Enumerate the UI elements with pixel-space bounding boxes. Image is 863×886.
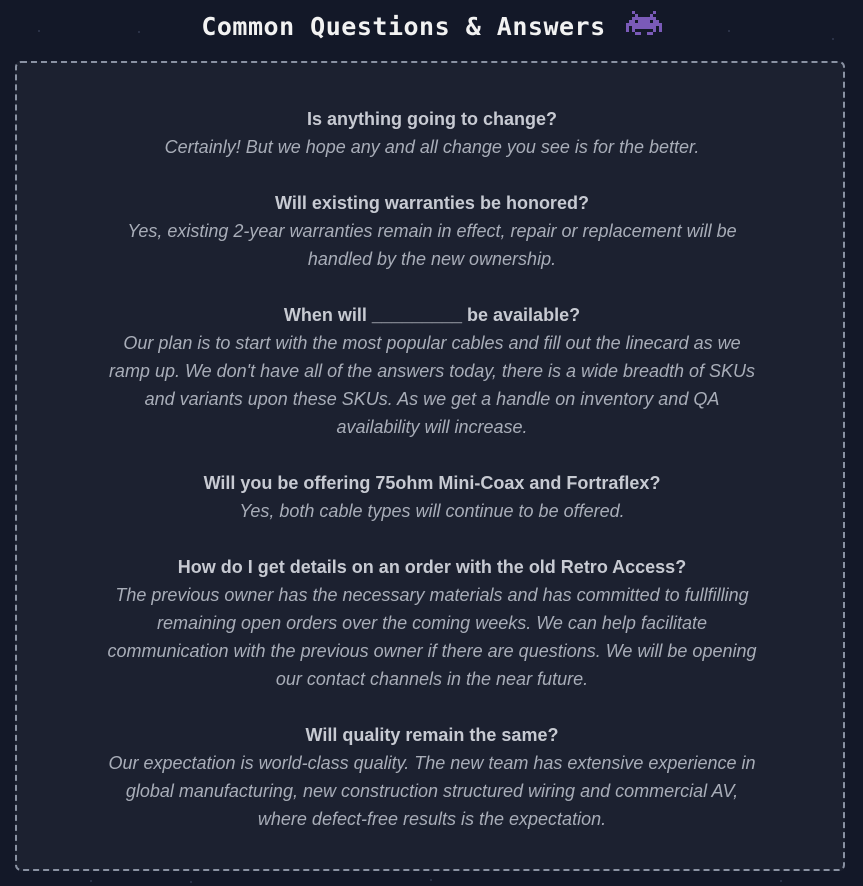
faq-answer: Yes, both cable types will continue to be offered. [239,501,625,521]
background-star [190,881,192,883]
faq-answer: The previous owner has the necessary materials and has committed to fullfilling remaining open orders over the coming weeks. We can help facilitate communication with the previous owner if there are questions. We will be opening our contact channels in the near future. [107,585,757,689]
faq-question: How do I get details on an order with the old Retro Access? [177,557,687,577]
faq-answer: Yes, existing 2-year warranties remain in effect, repair or replacement will be handled by the new ownership. [127,221,737,269]
faq-question: Will existing warranties be honored? [275,193,589,213]
faq-question: Is anything going to change? [307,109,557,129]
faq-answer: Certainly! But we hope any and all change you see is for the better. [164,137,700,157]
faq-question: When will _________ be available? [283,305,581,325]
faq-item [107,301,757,441]
faq-item [107,721,757,833]
faq-list [107,105,757,861]
faq-answer: Our expectation is world-class quality. The new team has extensive experience in global manufacturing, new construction structured wiring and commercial AV, where defect-free results is the expectation. [108,753,756,829]
faq-question: Will you be offering 75ohm Mini-Coax and Fortraflex? [203,473,661,493]
faq-item [107,553,757,693]
page-title: Common Questions & Answers [201,11,606,41]
faq-item [107,469,757,525]
space-invader-icon [626,11,662,41]
background-star [430,879,432,881]
faq-item [107,189,757,273]
background-star [780,880,782,882]
faq-question: Will quality remain the same? [305,725,559,745]
faq-panel [15,61,845,871]
faq-item [107,105,757,161]
faq-header [0,4,863,48]
background-star [90,880,92,882]
faq-answer: Our plan is to start with the most popular cables and fill out the linecard as we ramp up. We don't have all of the answers today, there is a wide breadth of SKUs and variants upon these SKUs. As we get a handle on inventory and QA availability will increase. [108,333,756,437]
